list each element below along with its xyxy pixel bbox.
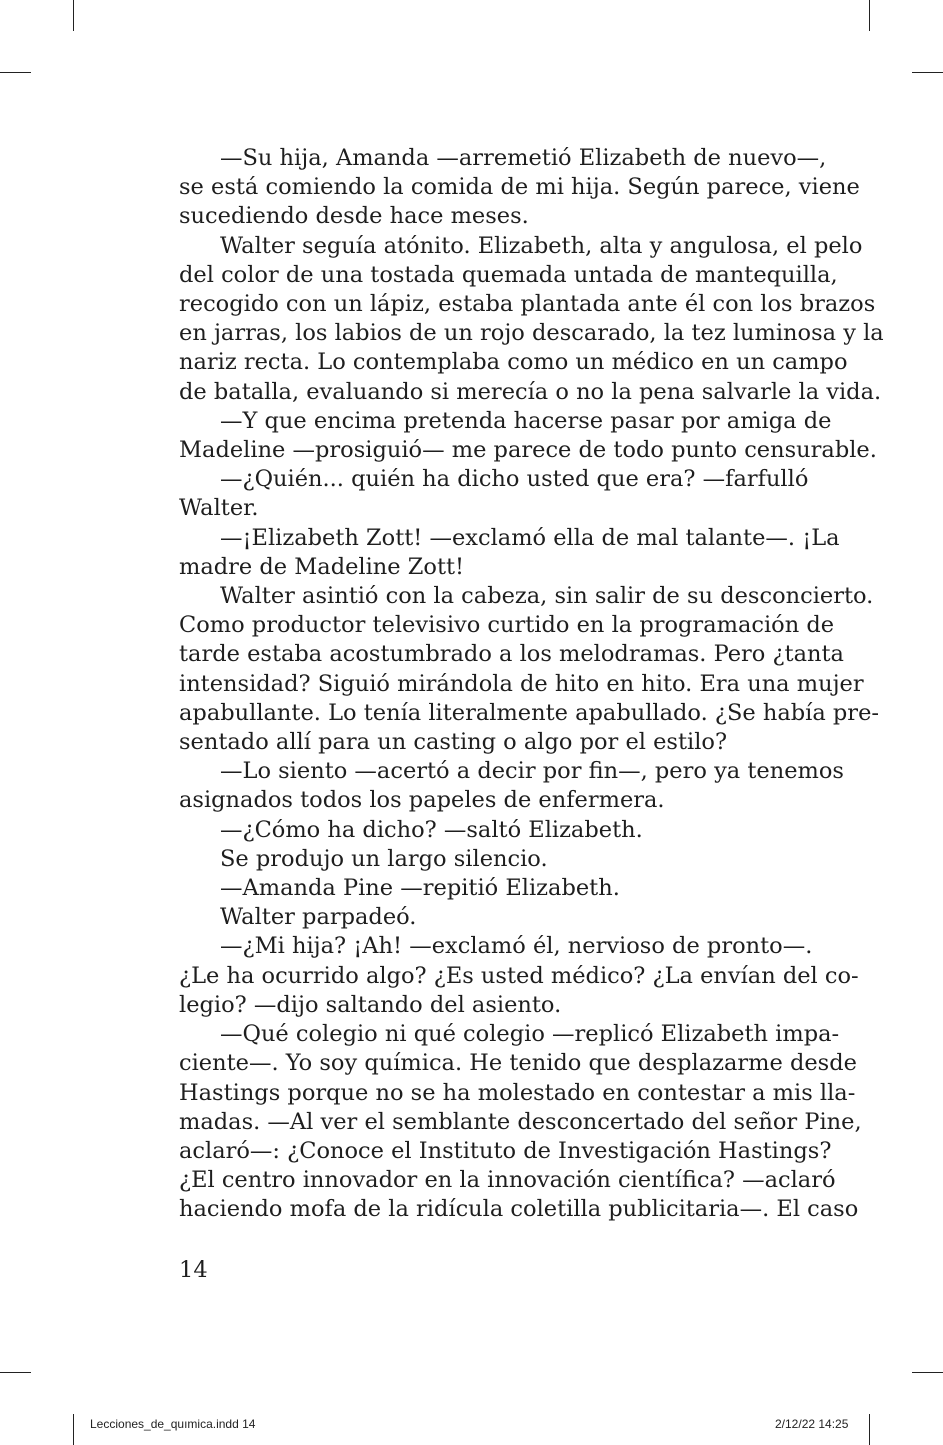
text-line: de batalla, evaluando si merecía o no la pena salvarle la vida. [179, 378, 882, 405]
text-line: ¿El centro innovador en la innovación científica? —aclaró [179, 1167, 836, 1194]
crop-mark-bottom-right [869, 1414, 870, 1445]
text-line: asignados todos los papeles de enfermera. [179, 787, 665, 814]
text-line: Madeline —prosiguió— me parece de todo punto censurable. [179, 437, 877, 464]
text-line: Walter seguía atónito. Elizabeth, alta y angulosa, el pelo [220, 232, 863, 259]
text-line: —Lo siento —acertó a decir por fin—, pero ya tenemos [220, 758, 844, 785]
text-line: —¿Mi hija? ¡Ah! —exclamó él, nervioso de pronto—. [220, 933, 813, 960]
text-line: nariz recta. Lo contemplaba como un médico en un campo [179, 349, 848, 376]
text-line: apabullante. Lo tenía literalmente apabullado. ¿Se había pre- [179, 699, 879, 726]
slug-filename: Lecciones_de_quımica.indd 14 [90, 1417, 256, 1431]
crop-mark-bottom-left-h [0, 1372, 31, 1373]
text-line: Walter parpadeó. [220, 904, 417, 931]
text-line: Como productor televisivo curtido en la programación de [179, 612, 835, 639]
text-line: Hastings porque no se ha molestado en contestar a mis lla- [179, 1079, 856, 1106]
text-line: Se produjo un largo silencio. [220, 845, 548, 872]
text-line: intensidad? Siguió mirándola de hito en hito. Era una mujer [179, 670, 864, 697]
slug-datetime: 2/12/22 14:25 [775, 1417, 849, 1431]
text-line: se está comiendo la comida de mi hija. Según parece, viene [179, 174, 860, 201]
text-line: —Amanda Pine —repitió Elizabeth. [220, 875, 620, 902]
crop-mark-bottom-left [73, 1414, 74, 1445]
text-line: legio? —dijo saltando del asiento. [179, 991, 562, 1018]
text-line: sucediendo desde hace meses. [179, 203, 529, 230]
text-line: madre de Madeline Zott! [179, 553, 465, 580]
text-line: haciendo mofa de la ridícula coletilla publicitaria—. El caso [179, 1196, 859, 1223]
text-line: recogido con un lápiz, estaba plantada ante él con los brazos [179, 291, 876, 318]
text-line: tarde estaba acostumbrado a los melodramas. Pero ¿tanta [179, 641, 844, 668]
text-line: aclaró—: ¿Conoce el Instituto de Investigación Hastings? [179, 1137, 832, 1164]
body-text [179, 144, 884, 1225]
text-line: del color de una tostada quemada untada de mantequilla, [179, 261, 838, 288]
text-line: Walter. [179, 495, 259, 522]
text-line: madas. —Al ver el semblante desconcertado del señor Pine, [179, 1108, 862, 1135]
text-line: —Y que encima pretenda hacerse pasar por amiga de [220, 407, 832, 434]
crop-mark-top-right-h [912, 72, 943, 73]
text-line: —Su hija, Amanda —arremetió Elizabeth de nuevo—, [220, 145, 827, 171]
text-line: sentado allí para un casting o algo por el estilo? [179, 729, 728, 756]
crop-mark-bottom-right-h [912, 1372, 943, 1373]
text-line: ¿Le ha ocurrido algo? ¿Es usted médico? ¿La envían del co- [179, 962, 859, 989]
text-line: ciente—. Yo soy química. He tenido que desplazarme desde [179, 1050, 857, 1077]
crop-mark-top-left-h [0, 72, 31, 73]
text-line: Walter asintió con la cabeza, sin salir de su desconcierto. [220, 583, 874, 610]
text-line: —¿Cómo ha dicho? —saltó Elizabeth. [220, 816, 643, 843]
text-line: —Qué colegio ni qué colegio —replicó Elizabeth impa- [220, 1021, 840, 1048]
text-line: —¡Elizabeth Zott! —exclamó ella de mal talante—. ¡La [220, 524, 840, 551]
crop-mark-top-left [73, 0, 74, 31]
text-line: en jarras, los labios de un rojo descarado, la tez luminosa y la [179, 320, 884, 347]
text-line: —¿Quién... quién ha dicho usted que era? —farfulló [220, 466, 809, 493]
crop-mark-top-right [869, 0, 870, 31]
page-number: 14 [179, 1257, 208, 1283]
